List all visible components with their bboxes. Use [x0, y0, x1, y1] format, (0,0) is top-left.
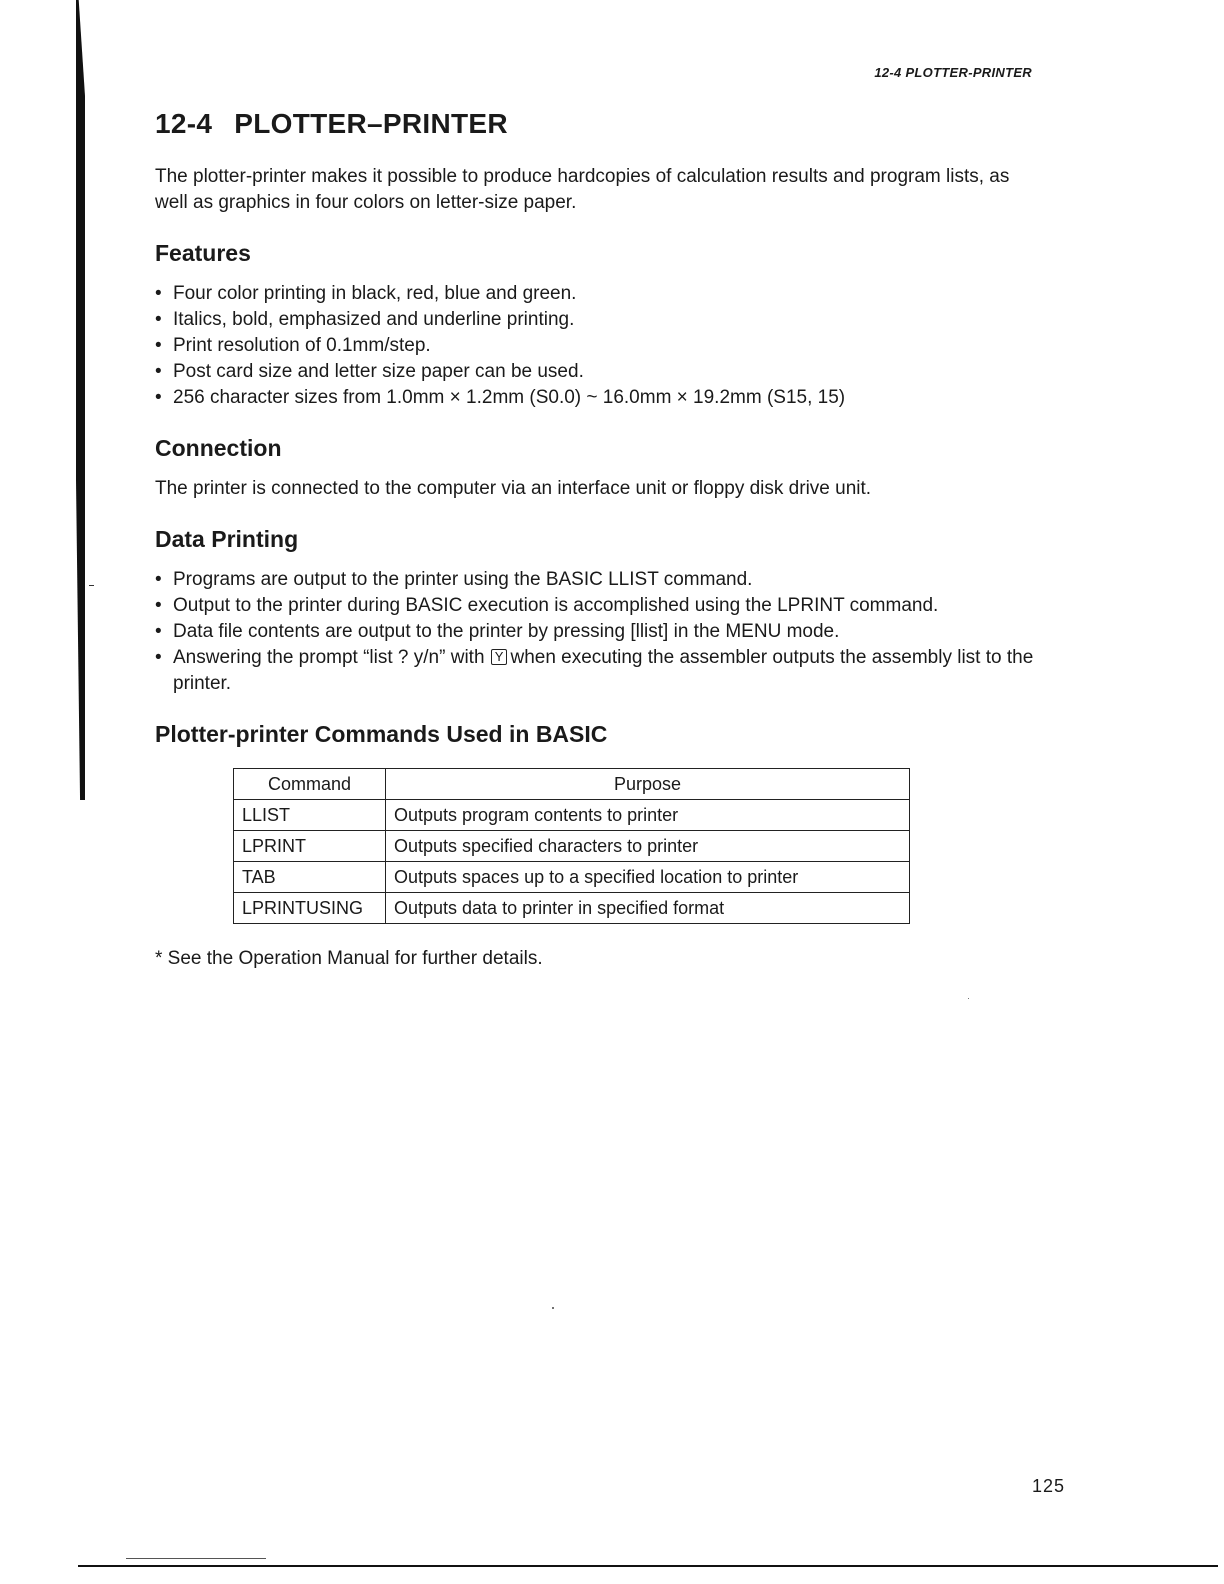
- list-item: • Output to the printer during BASIC execution is accomplished using the LPRINT command.: [155, 593, 1045, 619]
- table-row: [234, 893, 910, 924]
- features-heading: Features: [155, 240, 251, 266]
- column-header: Command: [234, 769, 386, 800]
- item-text: Answering the prompt “list ? y/n” with: [173, 647, 485, 668]
- section-name: PLOTTER–PRINTER: [234, 108, 508, 139]
- table-header-row: [234, 769, 910, 800]
- data-printing-list: [155, 567, 1045, 697]
- scan-mark: [89, 585, 94, 586]
- command-cell: TAB: [234, 862, 386, 893]
- column-header: Purpose: [386, 769, 910, 800]
- purpose-cell: Outputs spaces up to a specified location to printer: [386, 862, 910, 893]
- page-content: [155, 100, 1045, 989]
- intro-paragraph: The plotter-printer makes it possible to produce hardcopies of calculation results and program lists, as well as graphics in four colors on letter-size paper.: [155, 166, 1010, 213]
- list-item: • Italics, bold, emphasized and underline printing.: [155, 307, 1045, 333]
- bottom-rule-short: [126, 1558, 266, 1559]
- command-cell: LPRINT: [234, 831, 386, 862]
- list-item: • Four color printing in black, red, blue and green.: [155, 281, 1045, 307]
- list-item: • Post card size and letter size paper can be used.: [155, 359, 1045, 385]
- page-number: 125: [1032, 1476, 1066, 1496]
- purpose-cell: Outputs data to printer in specified format: [386, 893, 910, 924]
- list-item: • Data file contents are output to the printer by pressing [llist] in the MENU mode.: [155, 619, 1045, 645]
- commands-heading: Plotter-printer Commands Used in BASIC: [155, 721, 608, 747]
- list-item: • 256 character sizes from 1.0mm × 1.2mm (S0.0) ~ 16.0mm × 19.2mm (S15, 15): [155, 385, 1045, 411]
- scan-speck: [968, 998, 969, 999]
- command-cell: LPRINTUSING: [234, 893, 386, 924]
- section-number: 12-4: [155, 108, 213, 139]
- purpose-cell: Outputs specified characters to printer: [386, 831, 910, 862]
- page-title: [155, 108, 1045, 140]
- table-row: [234, 831, 910, 862]
- table-row: [234, 800, 910, 831]
- purpose-cell: Outputs program contents to printer: [386, 800, 910, 831]
- scan-speck: [552, 1307, 554, 1309]
- item-text: when executing the assembler outputs the assembly list to the printer.: [173, 647, 1034, 694]
- list-item: • Programs are output to the printer using the BASIC LLIST command.: [155, 567, 1045, 593]
- footnote: * See the Operation Manual for further details.: [155, 948, 543, 969]
- command-cell: LLIST: [234, 800, 386, 831]
- data-printing-heading: Data Printing: [155, 526, 299, 552]
- running-head: 12-4 PLOTTER-PRINTER: [874, 65, 1032, 80]
- connection-paragraph: The printer is connected to the computer via an interface unit or floppy disk drive unit.: [155, 478, 872, 499]
- binding-edge: [76, 0, 85, 800]
- list-item: • Print resolution of 0.1mm/step.: [155, 333, 1045, 359]
- connection-heading: Connection: [155, 435, 282, 461]
- list-item: [155, 645, 1045, 697]
- y-key-icon: Y: [491, 649, 508, 665]
- features-list: [155, 281, 1045, 411]
- commands-table: [233, 768, 910, 924]
- bottom-rule: [78, 1565, 1218, 1567]
- table-row: [234, 862, 910, 893]
